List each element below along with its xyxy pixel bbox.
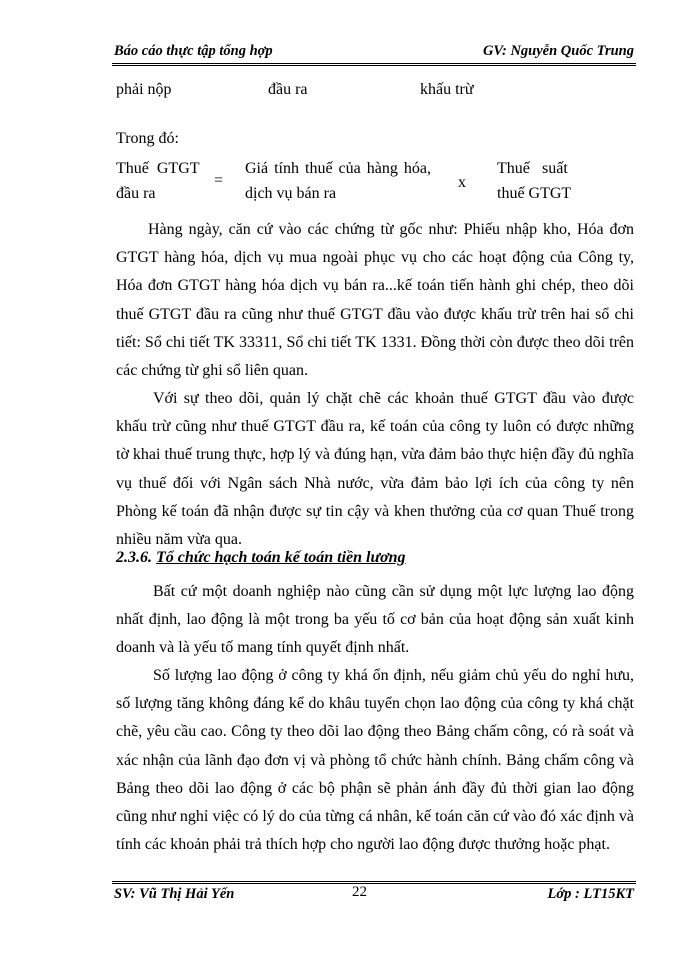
formula-top-col3: khấu trừ: [420, 81, 474, 98]
formula-times: x: [458, 174, 466, 191]
formula-mid-line2: dịch vụ bán ra: [245, 185, 337, 202]
trong-do-label: Trong đó:: [116, 130, 179, 147]
page-footer: [112, 886, 636, 908]
paragraph-lao-dong: Bất cứ một doanh nghiệp nào cũng cần sử dụng một lực lượng lao động nhất định, lao động là một trong ba yếu tố cơ bản của hoạt động sản xuất kinh doanh và là yếu tố mang tính quyết định nhất.: [116, 583, 634, 657]
paragraph-theo-doi-thue: Với sự theo dõi, quản lý chặt chẽ các khoản thuế GTGT đầu vào được khấu trừ cũng như thuế GTGT đầu ra, kế toán của công ty luôn có được những tờ khai thuế trung thực, hợp lý và đúng hạn, vừa đảm bảo thực hiện đầy đủ nghĩa vụ thuế đối với Ngân sách Nhà nước, vừa đảm bảo lợi ích của công ty nên Phòng kế toán đã nhận được sự tin cậy và khen thưởng của cơ quan Thuế trong nhiều năm vừa qua.: [116, 390, 634, 549]
formula-top-col1: phải nộp: [116, 81, 172, 98]
formula-equals: =: [214, 172, 224, 189]
paragraph-chung-tu: Hàng ngày, căn cứ vào các chứng từ gốc như: Phiếu nhập kho, Hóa đơn GTGT hàng hóa, dịch vụ mua ngoài phục vụ cho các hoạt động của Công ty, Hóa đơn GTGT hàng hóa dịch vụ bán ra...kế toán tiến hành ghi chép, theo dõi thuế GTGT đầu ra cũng như thuế GTGT đầu vào được khấu trừ trên hai sổ chi tiết: Sổ chi tiết TK 33311, Sổ chi tiết TK 1331. Đồng thời còn được theo dõi trên các chứng từ ghi sổ liên quan.: [116, 221, 634, 380]
formula-mid-line1: Giá tính thuế của hàng hóa,: [245, 160, 431, 177]
header-instructor: GV: Nguyễn Quốc Trung: [482, 43, 634, 59]
formula-rhs-line1b: suất: [542, 160, 568, 177]
formula-rhs-line2: thuế GTGT: [497, 185, 572, 202]
section-number: 2.3.6.: [116, 549, 152, 566]
footer-page-number: 22: [352, 884, 367, 900]
paragraph-so-luong-lao-dong: Số lượng lao động ở công ty khá ổn định, nếu giảm chủ yếu do nghỉ hưu, số lượng tăng không đáng kể do khâu tuyển chọn lao động của công ty khá chặt chẽ, yêu cầu cao. Công ty theo dõi lao động theo Bảng chấm công, có rà soát và xác nhận của lãnh đạo đơn vị và phòng tổ chức hành chính. Bảng chấm công và Bảng theo dõi lao động ở các bộ phận sẽ phản ánh đầy đủ thời gian lao động cũng như nghỉ việc có lý do của từng cá nhân, kế toán căn cứ vào đó xác định và tính các khoản phải trả thích hợp cho người lao động được thưởng hoặc phạt.: [116, 667, 634, 854]
section-heading: [116, 549, 406, 567]
formula-lhs-line2: đầu ra: [116, 185, 156, 202]
header-rule: [112, 63, 636, 66]
page-header: [112, 40, 636, 62]
footer-student: SV: Vũ Thị Hải Yến: [114, 886, 235, 902]
formula-top-col2: đầu ra: [268, 81, 308, 98]
formula-rhs-line1a: Thuế: [497, 160, 530, 177]
footer-class: Lớp : LT15KT: [547, 886, 634, 902]
section-title: Tổ chức hạch toán kế toán tiền lương: [156, 549, 406, 566]
formula-lhs-line1: Thuế GTGT: [116, 160, 200, 177]
header-report-title: Báo cáo thực tập tổng hợp: [114, 43, 273, 59]
footer-rule: [112, 881, 636, 884]
